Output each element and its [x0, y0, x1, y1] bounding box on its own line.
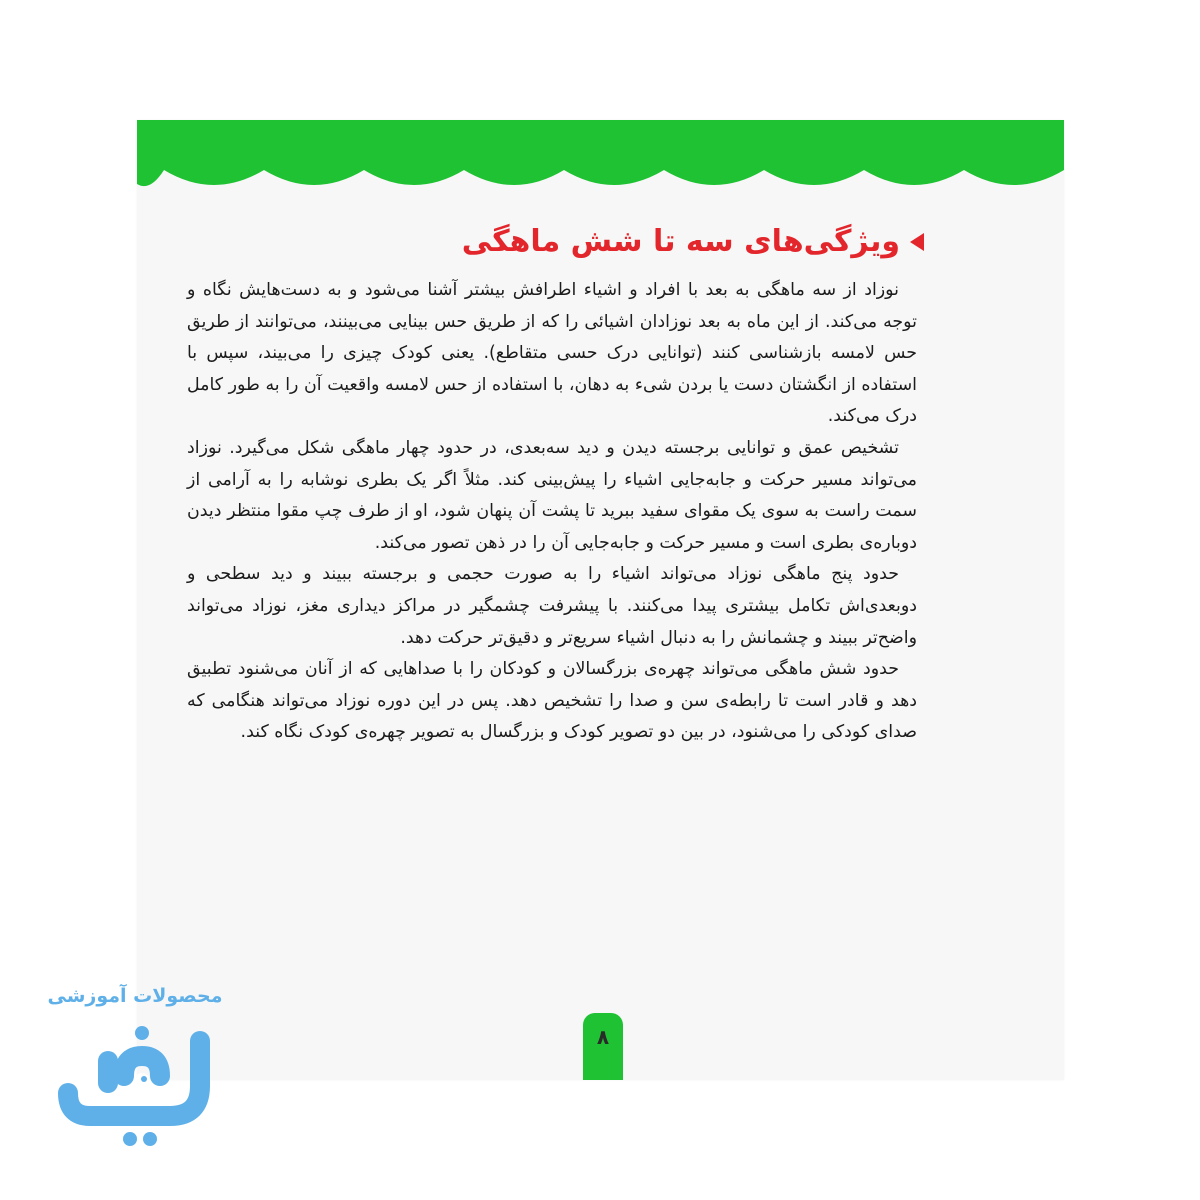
book-page [137, 120, 1064, 1080]
body-text [187, 275, 917, 749]
heading-arrow-icon [910, 233, 924, 251]
paragraph: حدود پنج ماهگی نوزاد می‌تواند اشیاء را به صورت حجمی و برجسته ببیند و دید سطحی و دوبعدی‌اش تکامل بیشتری پیدا می‌کنند. با پیشرفت چشمگیر در مراکز دیداری مغز، نوزاد می‌تواند واضح‌تر ببیند و چشمانش را به دنبال اشیاء سریع‌تر و دقیق‌تر حرکت دهد. [187, 564, 917, 648]
paragraph: حدود شش ماهگی می‌تواند چهره‌ی بزرگسالان و کودکان را با صداهایی که از آنان می‌شنود تطبیق دهد و قادر است تا رابطه‌ی سن و صدا را تشخیص دهد. پس در این دوره نوزاد می‌تواند هنگامی که صدای کودکی را می‌شنود، در بین دو تصویر کودک و بزرگسال به تصویر چهره‌ی کودک نگاه کند. [187, 659, 917, 743]
section-heading [462, 224, 924, 259]
page-number: ۸ [596, 1025, 610, 1049]
page-number-tab [583, 1013, 623, 1080]
paragraph: نوزاد از سه ماهگی به بعد با افراد و اشیاء اطرافش بیشتر آشنا می‌شود و به دست‌هایش نگاه و توجه می‌کند. از این ماه به بعد نوزادان اشیائی را که از طریق حس بینایی می‌بینند، می‌توانند از طریق حس لامسه بازشناسی کنند (توانایی درک حسی متقاطع). یعنی کودک چیزی را می‌بیند، سپس با استفاده از انگشتان دست یا بردن شیء به دهان، با استفاده از حس لامسه واقعیت آن را به طور کامل درک می‌کند. [187, 280, 917, 427]
paragraph: تشخیص عمق و توانایی برجسته دیدن و دید سه‌بعدی، در حدود چهار ماهگی شکل می‌گیرد. نوزاد می‌تواند مسیر حرکت و جابه‌جایی اشیاء را پیش‌بینی کند. مثلاً اگر یک بطری نوشابه را به آرامی از سمت راست به سوی یک مقوای سفید ببرید تا پشت آن پنهان شود، او از طرف چپ مقوا منتظر دیدن دوباره‌ی بطری است و مسیر حرکت و جابه‌جایی آن را در ذهن تصور می‌کند. [187, 437, 917, 553]
brand-tagline: محصولات آموزشی [47, 985, 223, 1007]
brand-logo [50, 1021, 230, 1151]
heading-text: ویژگی‌های سه تا شش ماهگی [461, 224, 900, 259]
scalloped-header-band [137, 120, 1064, 200]
brand-watermark [40, 985, 240, 1165]
